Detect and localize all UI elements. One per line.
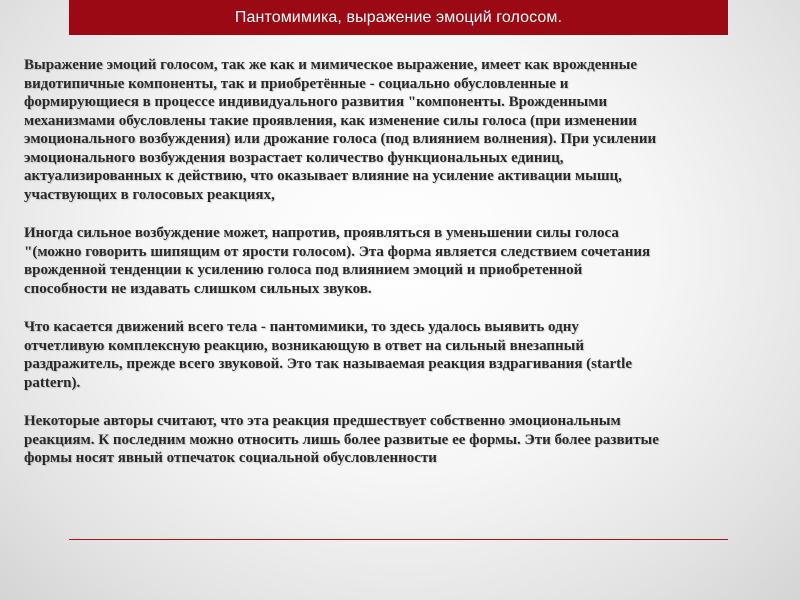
paragraph-voice-expression (24, 56, 780, 204)
text-line: Что касается движений всего тела - пантомимики, то здесь удалось выявить одну (24, 319, 579, 335)
text-line: Выражение эмоций голосом, так же как и мимическое выражение, имеет как врожденные (24, 57, 638, 73)
slide-title-bar (69, 0, 728, 35)
text-line: pattern). (24, 374, 81, 391)
text-line: формирующиеся в процессе индивидуального развития "компоненты. Врожденными (24, 94, 608, 110)
text-line: актуализированных к действию, что оказывает влияние на усиление активации мышц, (24, 168, 622, 184)
text-line: раздражитель, прежде всего звуковой. Это так называемая реакция вздрагивания (startle (24, 356, 632, 372)
bottom-divider (69, 539, 728, 540)
text-line: Некоторые авторы считают, что эта реакция предшествует собственно эмоциональным (24, 413, 621, 429)
text-line: отчетливую комплексную реакцию, возникающую в ответ на сильный внезапный (24, 337, 585, 354)
text-line: участвующих в голосовых реакциях, (24, 186, 275, 203)
text-line: механизмами обусловлены такие проявления, как изменение силы голоса (при изменении (24, 112, 637, 129)
text-line: видотипичные компоненты, так и приобретённые - социально обусловленные и (24, 75, 569, 92)
text-line: эмоционального возбуждения возрастает количество функциональных единиц, (24, 149, 564, 166)
paragraph-emotional-reactions (24, 412, 780, 468)
text-line: способности не издавать слишком сильных звуков. (24, 280, 372, 297)
text-line: врожденной тенденции к усилению голоса под влиянием эмоций и приобретенной (24, 262, 583, 278)
slide-title: Пантомимика, выражение эмоций голосом. (234, 8, 563, 26)
slide-body (24, 56, 780, 488)
paragraph-pantomimics (24, 318, 780, 392)
text-line: Иногда сильное возбуждение может, напротив, проявляться в уменьшении силы голоса (24, 225, 619, 241)
text-line: эмоционального возбуждения) или дрожание голоса (под влиянием волнения). При усилении (24, 131, 657, 147)
paragraph-reduced-voice (24, 224, 780, 298)
text-line: формы носят явный отпечаток социальной обусловленности (24, 450, 437, 466)
text-line: "(можно говорить шипящим от ярости голосом). Эта форма является следствием сочетания (24, 243, 651, 260)
text-line: реакциям. К последним можно относить лишь более развитые ее формы. Эти более развитые (24, 431, 659, 448)
